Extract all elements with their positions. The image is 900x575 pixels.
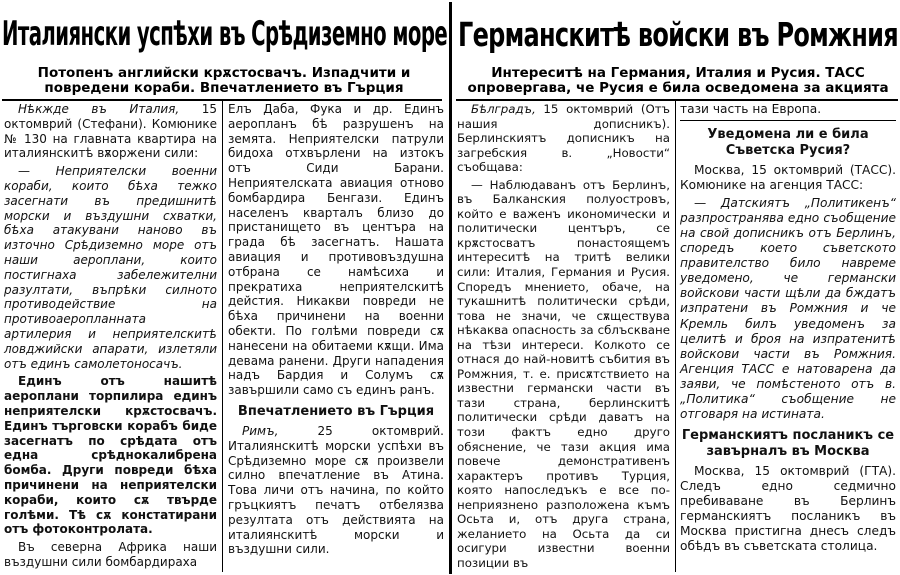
right-col2-subheading-2: Германскиятъ посланикъ се завърналъ въ Москва	[681, 427, 895, 459]
left-col2-paragraph-2: 25 октомврий. Италиянскитѣ морски успѣхи въ Срѣдиземно море сѫ произвели силно впечатление въ Атина. Това личи отъ начина, по който гръцкиятъ печатъ отбелязва резултата отъ действията на италиянскитѣ морски и въздушни сили.	[228, 423, 444, 557]
left-article-column-2	[228, 102, 444, 557]
right-col1-dateline: Бѣлградъ,	[471, 102, 536, 116]
right-subheadline: Интереситѣ на Германия, Италия и Русия. ТАСС опровергава, че Русия е била осведомена за акцията	[467, 65, 889, 96]
right-col2-paragraph-1: Москва, 15 октомврий (ТАСС). Комюнике на агенция ТАСС:	[680, 163, 896, 193]
right-col2-paragraph-3: Москва, 15 октомврий (ГТА). Следъ едно седмично пребиваване въ Берлинъ германскиятъ посланикъ въ Москва пристигна днесъ следъ обѣдъ въ съветската столица.	[680, 463, 896, 554]
left-column-rule	[222, 100, 223, 572]
right-headline: Германскитѣ войски въ Ромжния	[458, 14, 898, 54]
left-col1-paragraph-2: Единъ отъ нашитѣ аероплани торпилира единъ неприятелски крѫстосвачъ. Единъ търговски корабъ биде засегнатъ по срѣдата отъ една срѣднокалибрена бомба. Други повреди бѣха причинени на неприятелски кораби, които сѫ твърде голѣми. Тѣ сѫ констатирани отъ фотоконтролата.	[4, 374, 217, 537]
right-col1-paragraph-1: 15 октомврий (Отъ нашия дописникъ). Берлинскиятъ дописникъ на загребския в. „Новости“ съобщава:	[457, 102, 670, 175]
right-col2-paragraph-0: тази часть на Европа.	[680, 102, 822, 116]
right-header-rule	[456, 99, 898, 101]
right-article-column-1	[457, 102, 670, 571]
right-col2-paragraph-2: — Датскиятъ „Политикенъ“ разпространява едно съобщение на свой дописникъ отъ Берлинъ, споредъ което съветското правителство било навреме уведомено, че германски войскови части щѣли да бждатъ изпратени въ Ромжния и че Кремль билъ уведоменъ за целитѣ и броя на изпратенитѣ войскови части въ Ромжния. Агенция ТАСС е натоварена да заяви, че помѣстеното отъ в. „Политика“ съобщение не отговаря на истината.	[680, 196, 896, 421]
right-col1-paragraph-2: — Наблюдаванъ отъ Берлинъ, въ Балканския полуостровъ, който е важенъ икономически и политически центъръ, се крѫстосватъ понастоящемъ интереситѣ на тритѣ велики сили: Италия, Германия и Русия. Споредъ мнението, обаче, на тукашнитѣ политически срѣди, това не значи, че сѫществува нѣкаква опасность за сблъскване на тѣзи интереси. Колкото се отнася до най-новитѣ събития въ Ромжния, т. е. присѫтствието на известни германски части въ тази страна, берлинскитѣ политически срѣди даватъ на този фактъ едно друго обяснение, че тази акция има повече демонстративенъ характеръ противъ Турция, която напоследъкъ е все по-неприязнено разположена къмъ Осьта и, отъ друга страна, желанието на Осьта да си осигури известни военни позиции въ	[457, 177, 670, 570]
left-subheadline: Потопенъ английски крѫстосвачъ. Изпадчити и повредени кораби. Впечатлението въ Гърция	[37, 65, 411, 96]
right-col2-separator	[680, 120, 896, 121]
left-col1-paragraph-1: — Неприятелски военни кораби, които бѣха тежко засегнати въ предишнитѣ морски и въздушни схватки, бѣха атакувани наново въ източно Срѣдиземно море отъ наши аероплани, които постигнаха забележителни разултати, въпрѣки силното противодействие на противоаеропланната артилерия и неприятелскитѣ ловджийски апарати, излетяли отъ единъ самолетоносачъ.	[4, 164, 217, 371]
right-article-column-2	[680, 102, 896, 554]
left-col2-dateline: Римъ,	[242, 423, 279, 438]
right-column-rule	[675, 100, 676, 572]
center-column-rule	[449, 2, 452, 574]
left-col1-paragraph-3: Въ северна Африка наши въздушни сили бомбардираха	[4, 540, 217, 569]
right-col2-subheading-1: Уведомена ли е била Съветска Русия?	[707, 127, 869, 159]
left-col2-subheading: Впечатлението въ Гърция	[237, 403, 435, 419]
left-col2-paragraph-1: Елъ Даба, Фука и др. Единъ аеропланъ бѣ разрушенъ на земята. Неприятелски патрули бидоха отхвърлени на изтокъ отъ Сиди Барани. Неприятелската авиация отново бомбардира Бенгази. Единъ населенъ кварталъ близо до пристанището въ центъра на града бѣ засегнатъ. Нашата авиация и противовъздушна отбрана се намѣсиха и прекратиха неприятелскитѣ дейстия. Никакви повреди не бѣха причинени на военни обекти. По голѣми повреди сѫ нанесени на обитаеми кѫщи. Има девама ранени. Други нападения надъ Бардия и Солумъ сѫ завършили само съ единъ ранъ.	[228, 102, 444, 398]
left-col1-dateline: Нѣкжде въ Италия,	[18, 102, 180, 116]
left-col1-intro: 15 октомврий (Стефани). Комюнике № 130 на главната квартира на италиянскитѣ вѫоржени сили:	[4, 102, 217, 161]
left-article-column-1	[4, 102, 217, 570]
left-headline: Италиянски успѣхи въ Срѣдиземно море	[2, 14, 448, 54]
